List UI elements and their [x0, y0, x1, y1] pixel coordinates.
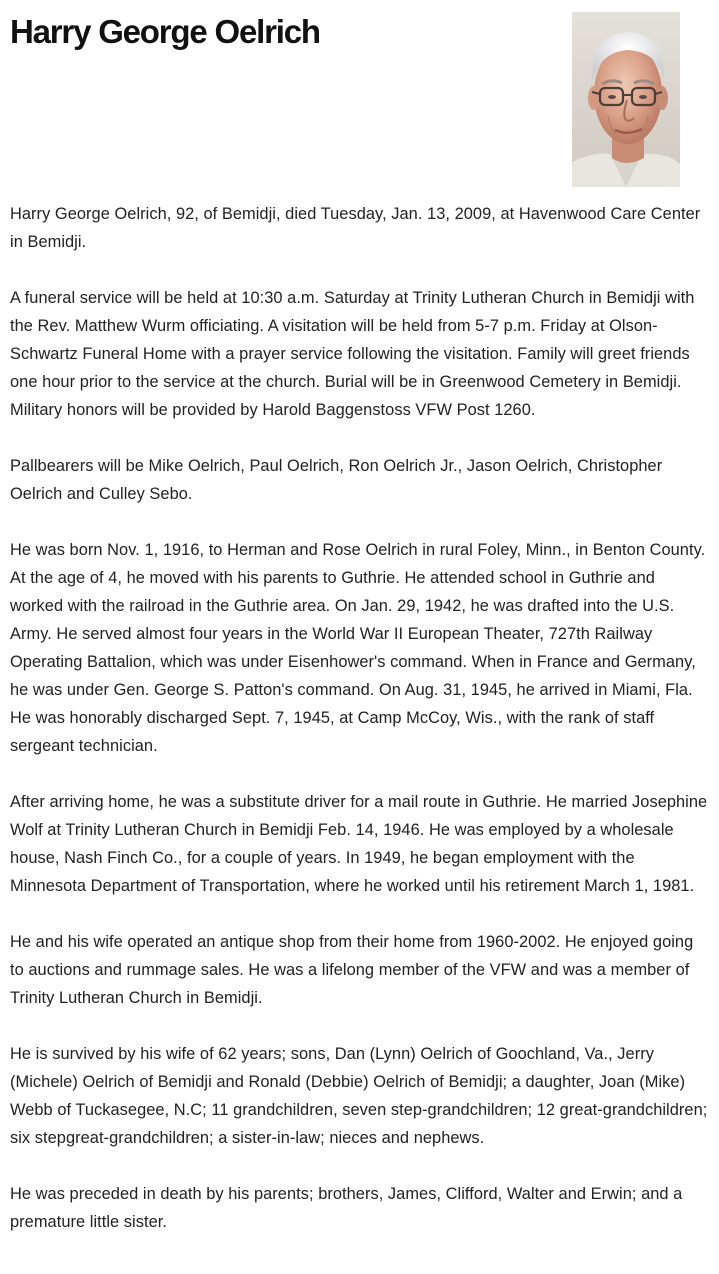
article-body [10, 200, 709, 1264]
article-paragraph: He was preceded in death by his parents; brothers, James, Clifford, Walter and Erwin; and a premature little sister. [10, 1185, 683, 1231]
article-paragraph: He is survived by his wife of 62 years; sons, Dan (Lynn) Oelrich of Goochland, Va., Jerry (Michele) Oelrich of Bemidji and Ronald (Debbie) Oelrich of Bemidji; a daughter, Joan (Mike) Webb of Tuckasegee, N.C; 11 grandchildren, seven step-grandchildren; 12 great-grandchildren; six stepgreat-grandchildren; a sister-in-law; nieces and nephews. [10, 1045, 708, 1147]
portrait-photo [572, 12, 680, 187]
article-paragraph: A funeral service will be held at 10:30 a.m. Saturday at Trinity Lutheran Church in Bemidji with the Rev. Matthew Wurm officiating. A visitation will be held from 5-7 p.m. Friday at Olson-Schwartz Funeral Home with a prayer service following the visitation. Family will greet friends one hour prior to the service at the church. Burial will be in Greenwood Cemetery in Bemidji. Military honors will be provided by Harold Baggenstoss VFW Post 1260. [10, 289, 695, 419]
article-paragraph: Pallbearers will be Mike Oelrich, Paul Oelrich, Ron Oelrich Jr., Jason Oelrich, Christopher Oelrich and Culley Sebo. [10, 457, 663, 503]
article-paragraph: He and his wife operated an antique shop from their home from 1960-2002. He enjoyed going to auctions and rummage sales. He was a lifelong member of the VFW and was a member of Trinity Lutheran Church in Bemidji. [10, 933, 694, 1007]
article-paragraph: After arriving home, he was a substitute driver for a mail route in Guthrie. He married Josephine Wolf at Trinity Lutheran Church in Bemidji Feb. 14, 1946. He was employed by a wholesale house, Nash Finch Co., for a couple of years. In 1949, he began employment with the Minnesota Department of Transportation, where he worked until his retirement March 1, 1981. [10, 793, 708, 895]
article-paragraph: He was born Nov. 1, 1916, to Herman and Rose Oelrich in rural Foley, Minn., in Benton County. At the age of 4, he moved with his parents to Guthrie. He attended school in Guthrie and worked with the railroad in the Guthrie area. On Jan. 29, 1942, he was drafted into the U.S. Army. He served almost four years in the World War II European Theater, 727th Railway Operating Battalion, which was under Eisenhower's command. When in France and Germany, he was under Gen. George S. Patton's command. On Aug. 31, 1945, he arrived in Miami, Fla. He was honorably discharged Sept. 7, 1945, at Camp McCoy, Wis., with the rank of staff sergeant technician. [10, 541, 706, 755]
article-paragraph: Harry George Oelrich, 92, of Bemidji, died Tuesday, Jan. 13, 2009, at Havenwood Care Center in Bemidji. [10, 205, 701, 251]
page-title: Harry George Oelrich [10, 13, 320, 50]
